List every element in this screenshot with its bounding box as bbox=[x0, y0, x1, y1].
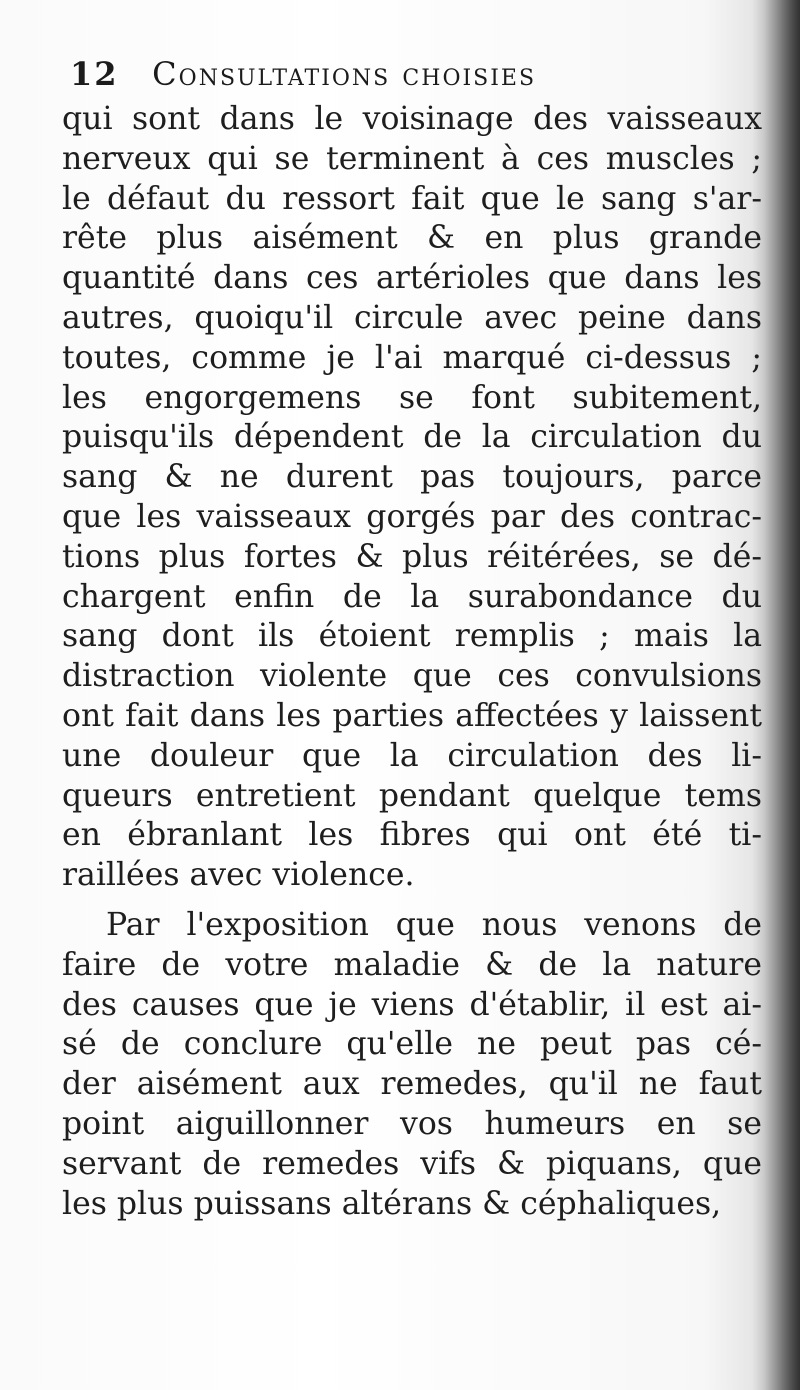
text-line: qui sont dans le voisinage des vaisseaux bbox=[62, 101, 762, 137]
text-line: puisqu'ils dépendent de la circulation du bbox=[62, 419, 762, 456]
body-text bbox=[62, 100, 762, 1224]
text-line: toutes, comme je l'ai marqué ci-dessus ; bbox=[62, 339, 762, 376]
text-line: sang & ne durent pas toujours, parce bbox=[62, 459, 762, 496]
text-line: sé de conclure qu'elle ne peut pas cé- bbox=[62, 1026, 762, 1063]
paragraph-1 bbox=[62, 100, 762, 896]
text-line: quantité dans ces artérioles que dans les bbox=[62, 260, 762, 297]
text-line: tions plus fortes & plus réitérées, se dé- bbox=[62, 538, 762, 575]
text-line: raillées avec violence. bbox=[62, 857, 415, 894]
text-line: distraction violente que ces convulsions bbox=[62, 658, 762, 695]
text-line: que les vaisseaux gorgés par des contrac- bbox=[62, 498, 762, 535]
page-spine-shadow bbox=[764, 0, 800, 1390]
text-line: Par l'exposition que nous venons de bbox=[106, 906, 762, 943]
running-title: Consultations choisies bbox=[152, 55, 537, 93]
text-line: point aiguillonner vos humeurs en se bbox=[62, 1105, 762, 1142]
text-line: les engorgemens se font subitement, bbox=[62, 379, 762, 416]
text-line: queurs entretient pendant quelque tems bbox=[62, 777, 762, 814]
text-line: chargent enfin de la surabondance du bbox=[62, 578, 762, 615]
text-line: sang dont ils étoient remplis ; mais la bbox=[62, 618, 762, 655]
text-line: der aisément aux remedes, qu'il ne faut bbox=[62, 1066, 762, 1103]
text-line: ont fait dans les parties affectées y laissent bbox=[62, 697, 762, 734]
text-line: les plus puissans altérans & céphaliques, bbox=[62, 1185, 722, 1222]
page-number: 12 bbox=[70, 55, 119, 93]
text-line: en ébranlant les fibres qui ont été ti- bbox=[62, 817, 762, 854]
text-line: servant de remedes vifs & piquans, que bbox=[62, 1145, 762, 1182]
paragraph-gap bbox=[62, 896, 762, 906]
paragraph-2 bbox=[62, 906, 762, 1224]
text-line: rête plus aisément & en plus grande bbox=[62, 220, 762, 257]
text-line: autres, quoiqu'il circule avec peine dans bbox=[62, 299, 762, 336]
text-line: nerveux qui se terminent à ces muscles ; bbox=[62, 140, 762, 177]
text-line: faire de votre maladie & de la nature bbox=[62, 946, 762, 983]
text-line: une douleur que la circulation des li- bbox=[62, 737, 762, 774]
text-line: le défaut du ressort fait que le sang s'ar- bbox=[62, 180, 762, 217]
text-line: des causes que je viens d'établir, il est ai- bbox=[62, 986, 762, 1023]
show-through-bleed bbox=[70, 1350, 750, 1380]
page-header bbox=[70, 52, 770, 96]
